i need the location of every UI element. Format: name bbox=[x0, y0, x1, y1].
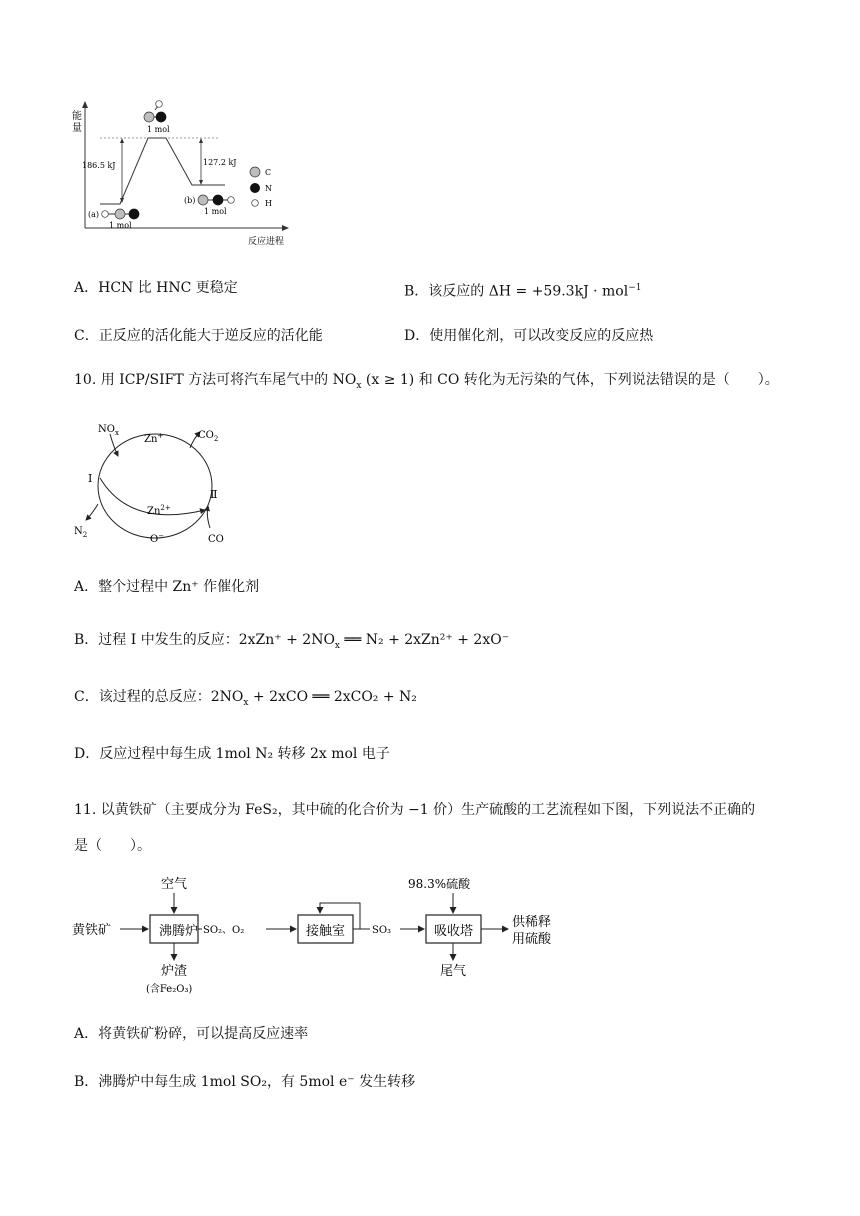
sulfuric-acid-flowchart bbox=[72, 872, 572, 1004]
y-axis-label-1: 能 bbox=[72, 111, 82, 122]
legend-nitrogen-label: N bbox=[265, 184, 272, 193]
state-b-label: 1 mol bbox=[204, 207, 227, 216]
state-a-tag: (a) bbox=[88, 210, 100, 219]
state-b-tag: (b) bbox=[184, 196, 196, 205]
x-axis-label: 反应进程 bbox=[248, 237, 285, 247]
cycle-o-minus: O− bbox=[150, 532, 165, 545]
slag-label: 炉渣 bbox=[161, 964, 188, 979]
left-energy-label: 186.5 kJ bbox=[82, 161, 116, 170]
q10-option-c: C．该过程的总反应：$2NO_x + 2xCO$ ══ 2xCO₂ + N₂ bbox=[74, 689, 417, 708]
q10-stem: 10. 用 ICP/SIFT 方法可将汽车尾气中的 $NO_x$ (x ≥ 1) 和 CO 转化为无污染的气体，下列说法错误的是（ ）。 bbox=[74, 372, 779, 391]
legend-nitrogen-dot bbox=[250, 183, 260, 193]
state-a-molecule bbox=[102, 209, 139, 219]
q10-option-d: D．反应过程中每生成 1mol N₂ 转移 2x mol 电子 bbox=[74, 746, 390, 762]
slag-note: (含Fe₂O₃) bbox=[146, 984, 193, 995]
state-a-label: 1 mol bbox=[109, 221, 132, 230]
q11-stem-line-2: 是（ ）。 bbox=[74, 838, 151, 854]
co-in-arrow bbox=[207, 506, 210, 528]
legend-carbon-label: C bbox=[265, 168, 272, 177]
state-b-molecule bbox=[198, 195, 234, 205]
atom-legend bbox=[250, 167, 272, 208]
output-label-2: 用硫酸 bbox=[512, 932, 552, 947]
cycle-n2: $N_2$ bbox=[74, 526, 88, 539]
q9-option-d: D．使用催化剂，可以改变反应的反应热 bbox=[404, 328, 654, 344]
cycle-nox: $NO_x$ bbox=[98, 424, 119, 437]
q10-option-a: A．整个过程中 Zn⁺ 作催化剂 bbox=[74, 579, 260, 595]
cycle-stage-1: I bbox=[88, 472, 93, 485]
output-label-1: 供稀释 bbox=[512, 915, 552, 930]
q11-stem-line-1: 11. 以黄铁矿（主要成分为 FeS₂，其中硫的化合价为 −1 价）生产硫酸的工艺流程如下图，下列说法不正确的 bbox=[74, 802, 756, 818]
q11-option-a: A．将黄铁矿粉碎，可以提高反应速率 bbox=[74, 1026, 309, 1042]
legend-hydrogen-label: H bbox=[265, 199, 272, 208]
ore-label: 黄铁矿 bbox=[72, 923, 112, 938]
y-axis-arrow bbox=[82, 101, 88, 108]
x-axis-arrow bbox=[282, 225, 289, 231]
cycle-co2: $CO_2$ bbox=[198, 430, 219, 443]
acid-in-label: 98.3%硫酸 bbox=[408, 877, 471, 891]
transition-state-molecule bbox=[144, 101, 166, 122]
q9-option-c: C．正反应的活化能大于逆反应的活化能 bbox=[74, 328, 323, 344]
so2-o2-label: SO₂、O₂ bbox=[203, 925, 245, 936]
air-label: 空气 bbox=[161, 877, 188, 892]
cycle-co: CO bbox=[208, 534, 224, 545]
q11-option-b: B．沸腾炉中每生成 1mol SO₂，有 5mol e⁻ 发生转移 bbox=[74, 1074, 416, 1090]
n2-out-arrow bbox=[86, 504, 98, 520]
q9-option-a: A．HCN 比 HNC 更稳定 bbox=[74, 280, 238, 296]
cycle-zn-2plus: $Zn^{2+}$ bbox=[147, 504, 171, 517]
legend-hydrogen-dot bbox=[252, 200, 259, 207]
energy-diagram bbox=[60, 95, 390, 255]
ts-label: 1 mol bbox=[147, 125, 170, 134]
legend-carbon-dot bbox=[250, 167, 260, 177]
contact-chamber-label: 接触室 bbox=[306, 924, 346, 939]
cycle-stage-2: Ⅱ bbox=[210, 488, 218, 501]
cycle-zn-plus: Zn+ bbox=[144, 432, 164, 445]
absorber-label: 吸收塔 bbox=[434, 924, 474, 939]
q9-option-b: B．该反应的 ΔH = +59.3kJ · mol$^{-1}$ bbox=[404, 283, 642, 300]
right-energy-label: 127.2 kJ bbox=[203, 158, 237, 167]
furnace-label: 沸腾炉 bbox=[159, 924, 199, 939]
q10-option-b: B．过程 I 中发生的反应：$2xZn^+ + 2NO_x$ ══ N₂ + 2xZn²⁺ + 2xO⁻ bbox=[74, 632, 510, 651]
reaction-path bbox=[100, 138, 225, 204]
catalytic-cycle-diagram bbox=[70, 418, 240, 550]
tail-gas-label: 尾气 bbox=[440, 964, 467, 979]
y-axis-label-2: 量 bbox=[72, 123, 82, 134]
so3-label: SO₃ bbox=[372, 925, 392, 936]
